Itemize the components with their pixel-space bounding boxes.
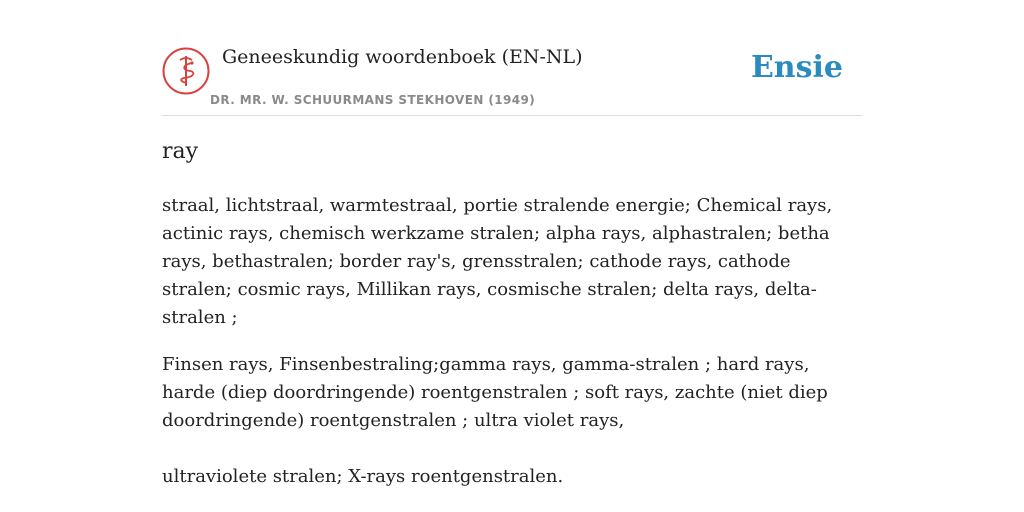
dictionary-author: DR. MR. W. SCHUURMANS STEKHOVEN (1949) — [210, 93, 536, 107]
definition-paragraph: ultraviolete stralen; X-rays roentgenstralen. — [162, 466, 564, 487]
dictionary-header — [162, 40, 862, 116]
definition-paragraph: Finsen rays, Finsenbestraling;gamma rays, gamma-stralen ; hard rays, harde (diep doordringende) roentgenstralen ; soft rays, zachte (niet diep doordringende) roentgenstralen ; ultra violet rays, — [162, 354, 828, 431]
dictionary-title[interactable]: Geneeskundig woordenboek (EN-NL) — [222, 46, 583, 68]
entry-headword: ray — [162, 139, 199, 164]
brand-logo-link[interactable]: Ensie — [750, 50, 843, 85]
caduceus-icon — [162, 47, 210, 95]
entry-definition — [162, 192, 862, 491]
definition-paragraph: straal, lichtstraal, warmtestraal, portie stralende energie; Chemical rays, actinic rays, chemisch werkzame stralen; alpha rays, alphastralen; betha rays, bethastralen; border ray's, grensstralen; cathode rays, cathode stralen; cosmic rays, Millikan rays, cosmische stralen; delta rays, delta-stralen ; — [162, 195, 833, 328]
